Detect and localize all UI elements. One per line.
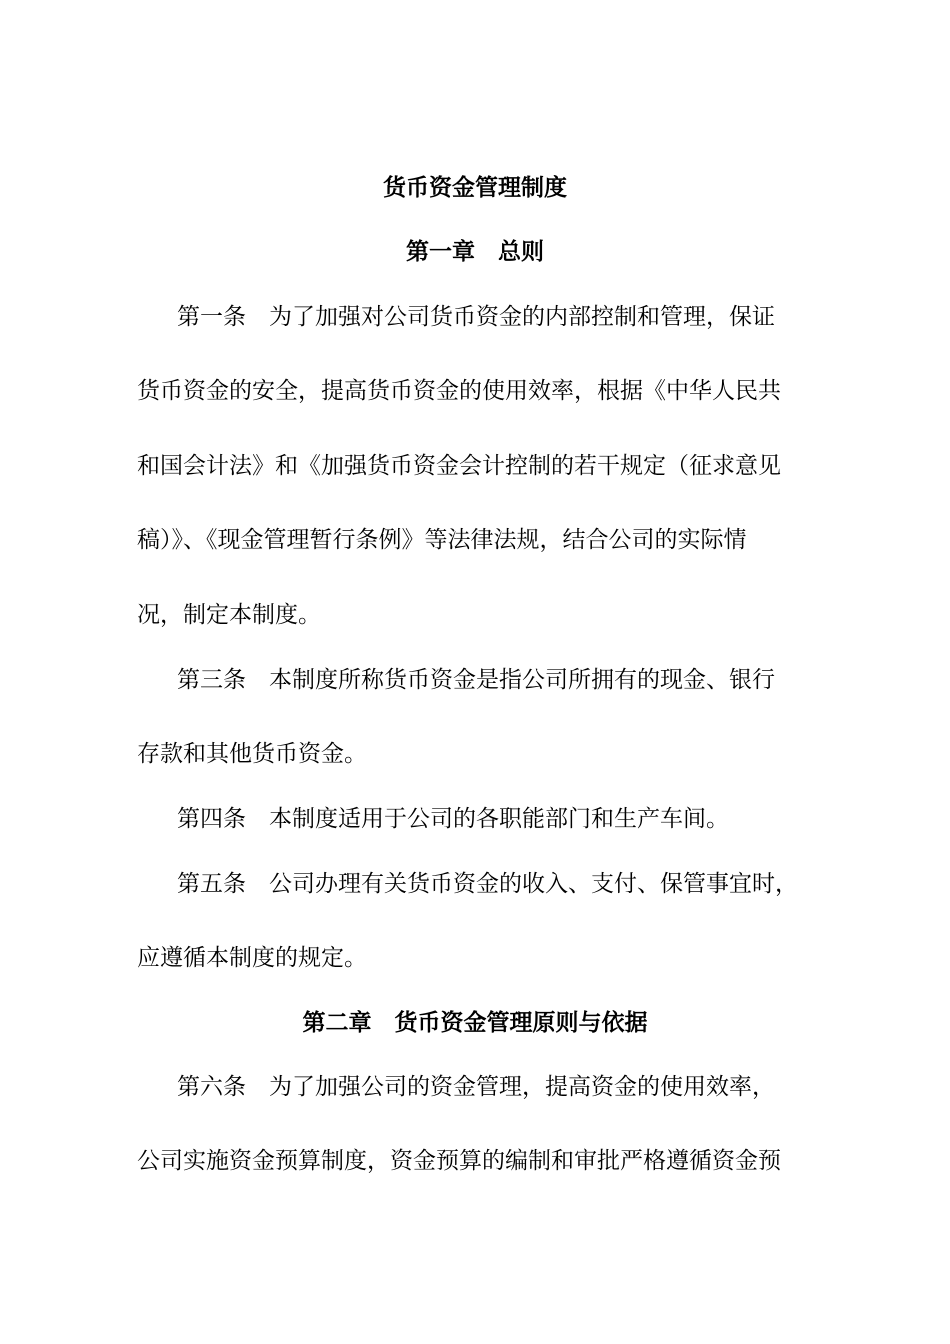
article-1-line-5: 况，制定本制度。: [137, 602, 321, 628]
article-1-line-1: 第一条 为了加强对公司货币资金的内部控制和管理，保证: [177, 304, 775, 330]
article-3-line-1: 第三条 本制度所称货币资金是指公司所拥有的现金、银行: [177, 667, 775, 693]
article-6-line-1: 第六条 为了加强公司的资金管理，提高资金的使用效率，: [177, 1074, 775, 1100]
chapter-2-heading: 第二章 货币资金管理原则与依据: [302, 1009, 648, 1036]
article-5-line-1: 第五条 公司办理有关货币资金的收入、支付、保管事宜时，: [177, 871, 798, 897]
chapter-1-heading: 第一章 总则: [406, 238, 544, 265]
article-1-line-3: 和国会计法》和《加强货币资金会计控制的若干规定（征求意见: [137, 453, 781, 479]
article-5-line-2: 应遵循本制度的规定。: [137, 945, 367, 971]
article-6-line-2: 公司实施资金预算制度，资金预算的编制和审批严格遵循资金预: [137, 1148, 781, 1174]
article-4-line-1: 第四条 本制度适用于公司的各职能部门和生产车间。: [177, 806, 729, 832]
article-1-line-2: 货币资金的安全，提高货币资金的使用效率，根据《中华人民共: [137, 378, 781, 404]
article-1-line-4: 稿）》、《现金管理暂行条例》等法律法规，结合公司的实际情: [137, 527, 747, 553]
article-3-line-2: 存款和其他货币资金。: [137, 741, 367, 767]
document-title: 货币资金管理制度: [383, 174, 567, 201]
